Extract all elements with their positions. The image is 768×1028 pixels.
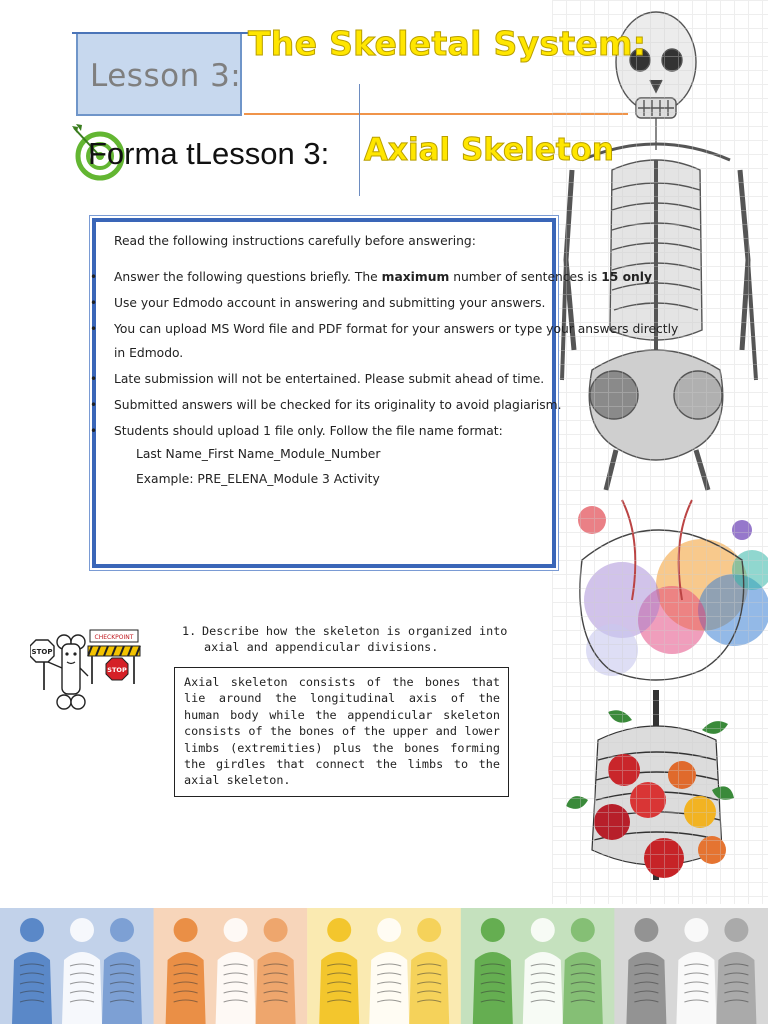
instruction-text: Answer the following questions briefly. The <box>114 270 382 284</box>
bullet: • <box>90 270 98 284</box>
bullet: • <box>90 296 98 310</box>
main-title: The Skeletal System: <box>248 24 647 63</box>
footer-panel <box>0 908 154 1024</box>
footer-panel <box>461 908 615 1024</box>
bullet: • <box>90 372 98 386</box>
answer-text: Axial skeleton consists of the bones that lie around the longitudinal axis of the human body while the appendicular skeleton consists of the bones of the upper and lower limbs (extremities) plus the bones forming the girdles that connect the limbs to the axial skeleton. <box>184 675 500 788</box>
instruction-item-2: Use your Edmodo account in answering and submitting your answers. <box>114 296 546 310</box>
checkpoint-sign: CHECKPOINT <box>94 634 134 641</box>
footer-anatomy-strip <box>0 908 768 1024</box>
instruction-emphasis: maximum <box>381 270 450 284</box>
instruction-item-5: Submitted answers will be checked for its originality to avoid plagiarism. <box>114 398 562 412</box>
header-rule-blue <box>72 32 250 34</box>
bullet: • <box>90 398 98 412</box>
instruction-item-4: Late submission will not be entertained. Please submit ahead of time. <box>114 372 545 386</box>
question-text-line-2: axial and appendicular divisions. <box>204 640 439 654</box>
instruction-limit: 15 only <box>601 270 653 284</box>
lesson-label: Lesson 3: <box>90 58 242 94</box>
bullet: • <box>90 424 98 438</box>
question-number: 1. <box>182 624 197 638</box>
bullet: • <box>90 322 98 336</box>
lesson-subheading: Forma tLesson 3: <box>88 136 330 171</box>
instruction-item-3-continued: in Edmodo. <box>114 346 184 360</box>
file-name-format: Last Name_First Name_Module_Number <box>136 447 381 461</box>
checkpoint-bone-illustration <box>30 628 142 714</box>
instruction-item-6: Students should upload 1 file only. Follow the file name format: <box>114 424 503 438</box>
footer-panels <box>0 908 768 1024</box>
stop-sign-right: STOP <box>107 666 127 674</box>
question-text-line-1: Describe how the skeleton is organized into <box>202 624 508 638</box>
file-name-example: Example: PRE_ELENA_Module 3 Activity <box>136 472 380 486</box>
instruction-item-1 <box>114 270 652 284</box>
header-divider <box>359 84 360 196</box>
footer-panel <box>307 908 461 1024</box>
instruction-item-3: You can upload MS Word file and PDF format for your answers or type your answers directly <box>114 322 679 336</box>
instruction-text: number of sentences is <box>449 270 602 284</box>
lesson-topic-title: Axial Skeleton <box>364 132 614 168</box>
instructions-intro: Read the following instructions carefully before answering: <box>114 234 476 248</box>
footer-panel <box>154 908 308 1024</box>
footer-panel <box>614 908 768 1024</box>
answer-box <box>174 667 509 797</box>
stop-sign-left: STOP <box>31 648 53 656</box>
